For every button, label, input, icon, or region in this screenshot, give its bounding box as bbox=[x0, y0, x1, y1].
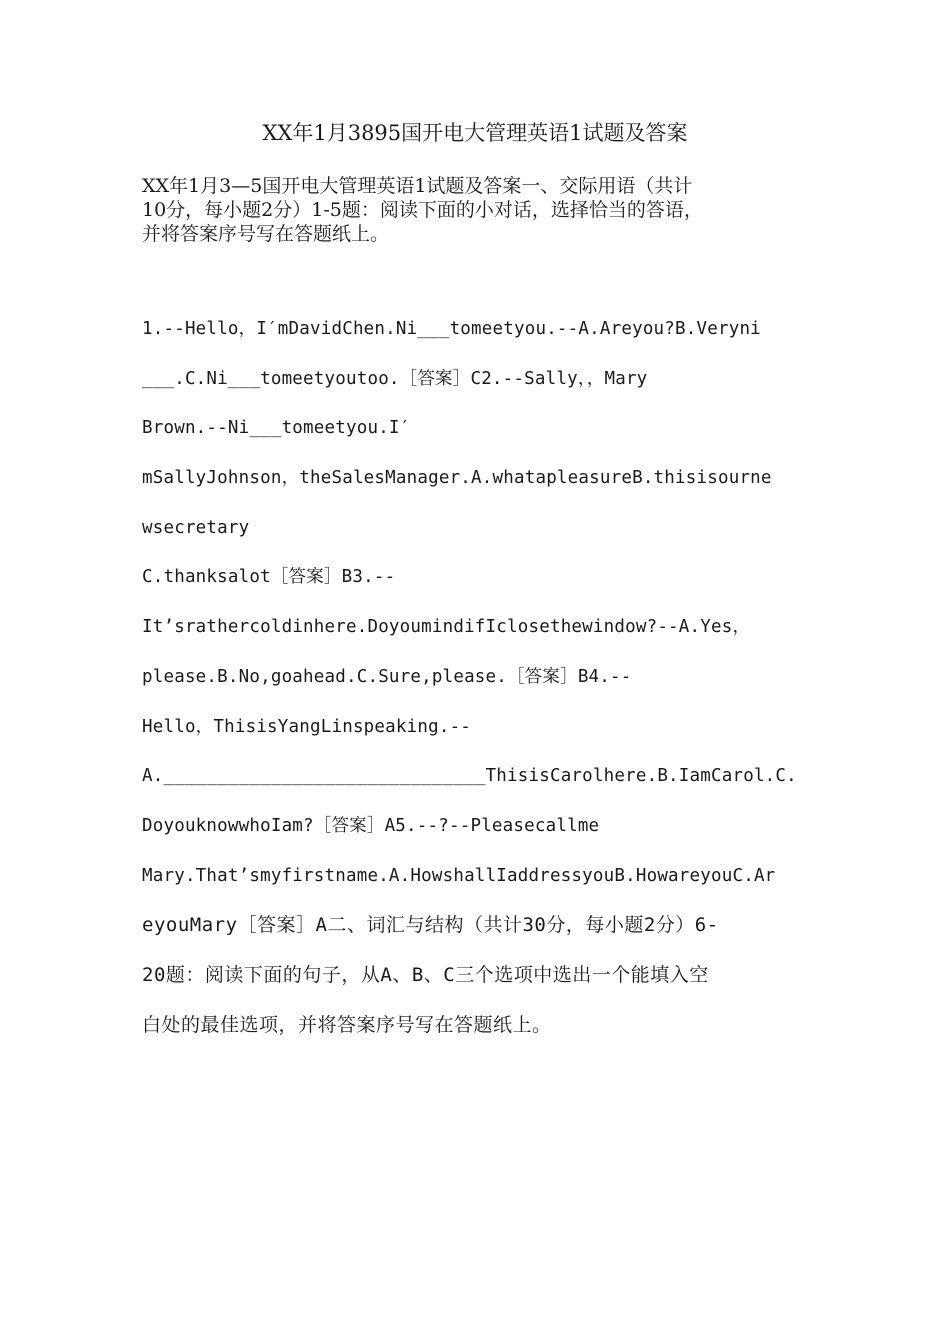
body-line: eyouMary［答案］A二、词汇与结构（共计30分，每小题2分）6- bbox=[142, 914, 719, 937]
body-line: A.______________________________ThisisCarolhere.B.IamCarol.C. bbox=[142, 766, 797, 787]
intro-paragraph bbox=[142, 174, 810, 246]
body-line: Mary.That’smyfirstname.A.HowshallIaddressyouB.HowareyouC.Ar bbox=[142, 865, 776, 886]
question-body bbox=[142, 314, 810, 1059]
body-line: 1.--Hello，I′mDavidChen.Ni___tomeetyou.--A.Areyou?B.Veryni bbox=[142, 319, 761, 339]
body-line: wsecretary bbox=[142, 517, 250, 538]
intro-line: 并将答案序号写在答题纸上。 bbox=[142, 223, 390, 245]
body-line: Brown.--Ni___tomeetyou.I′ bbox=[142, 418, 411, 439]
body-line: C.thanksalot［答案］B3.-- bbox=[142, 567, 396, 588]
body-line: mSallyJohnson，theSalesManager.A.whatapleasureB.thisisourne bbox=[142, 468, 772, 489]
body-line: It’srathercoldinhere.DoyoumindifIclosethewindow?--A.Yes， bbox=[142, 617, 751, 638]
intro-line: XX年1月3—5国开电大管理英语1试题及答案一、交际用语（共计 bbox=[142, 175, 693, 197]
body-line: 20题：阅读下面的句子，从A、B、C三个选项中选出一个能填入空 bbox=[142, 963, 709, 986]
body-line: 白处的最佳选项，并将答案序号写在答题纸上。 bbox=[142, 1013, 552, 1036]
body-line: Hello，ThisisYangLinspeaking.-- bbox=[142, 716, 472, 737]
body-line: ___.C.Ni___tomeetyoutoo.［答案］C2.--Sally，，Mary bbox=[142, 368, 648, 389]
body-line: DoyouknowwhoIam?［答案］A5.--?--Pleasecallme bbox=[142, 815, 600, 836]
intro-line: 10分，每小题2分）1-5题：阅读下面的小对话，选择恰当的答语， bbox=[142, 199, 703, 221]
body-line: please.B.No,goahead.C.Sure,please.［答案］B4.-- bbox=[142, 666, 632, 687]
document-title: XX年1月3895国开电大管理英语1试题及答案 bbox=[262, 121, 688, 145]
